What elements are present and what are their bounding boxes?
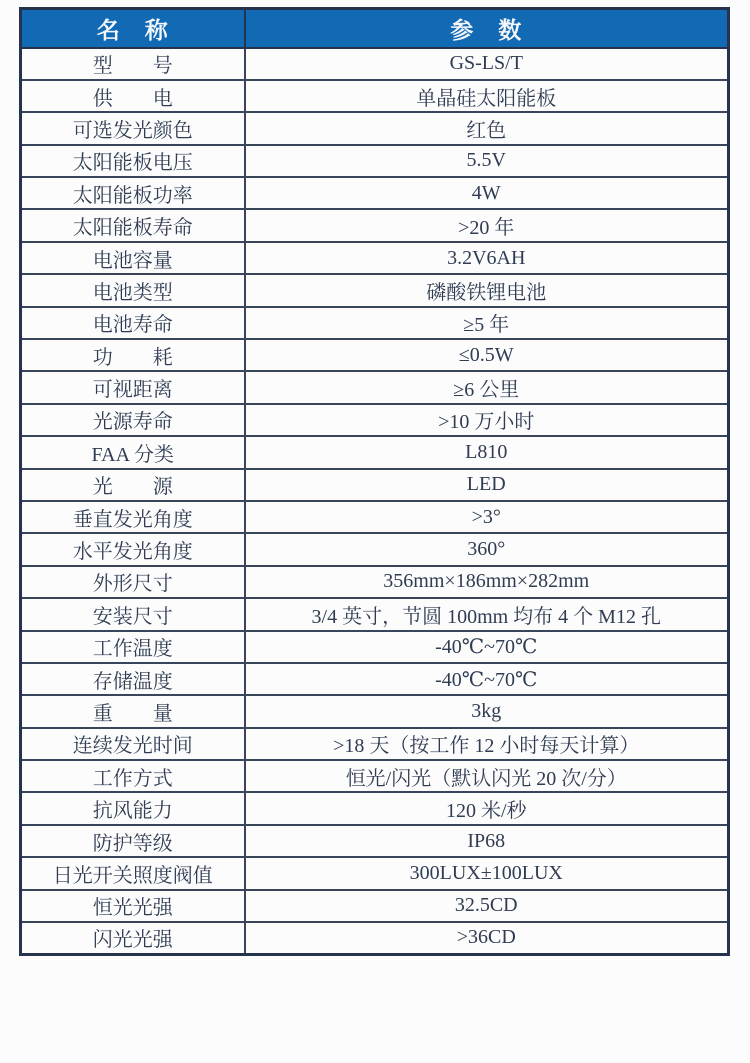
- table-row: [21, 112, 729, 144]
- table-row: [21, 566, 729, 598]
- spec-name-cell: 型 号: [21, 48, 245, 80]
- table-row: [21, 274, 729, 306]
- header-param-column: 参 数: [245, 9, 729, 48]
- spec-value-cell: >20 年: [245, 209, 729, 241]
- spec-value-cell: 300LUX±100LUX: [245, 857, 729, 889]
- spec-name-cell: 垂直发光角度: [21, 501, 245, 533]
- spec-name-cell: 太阳能板寿命: [21, 209, 245, 241]
- spec-name-cell: 太阳能板电压: [21, 145, 245, 177]
- spec-value-cell: 红色: [245, 112, 729, 144]
- spec-value-cell: >3°: [245, 501, 729, 533]
- spec-name-cell: 外形尺寸: [21, 566, 245, 598]
- table-row: [21, 598, 729, 630]
- table-row: [21, 728, 729, 760]
- spec-value-cell: 4W: [245, 177, 729, 209]
- spec-value-cell: ≤0.5W: [245, 339, 729, 371]
- spec-value-cell: 恒光/闪光（默认闪光 20 次/分）: [245, 760, 729, 792]
- spec-value-cell: 120 米/秒: [245, 792, 729, 824]
- table-row: [21, 760, 729, 792]
- spec-value-cell: >36CD: [245, 922, 729, 954]
- spec-name-cell: 恒光光强: [21, 890, 245, 922]
- spec-value-cell: 单晶硅太阳能板: [245, 80, 729, 112]
- spec-value-cell: ≥6 公里: [245, 371, 729, 403]
- spec-table: [19, 7, 730, 956]
- spec-name-cell: FAA 分类: [21, 436, 245, 468]
- spec-name-cell: 重 量: [21, 695, 245, 727]
- spec-value-cell: >10 万小时: [245, 404, 729, 436]
- table-row: [21, 209, 729, 241]
- spec-name-cell: 安装尺寸: [21, 598, 245, 630]
- table-row: [21, 436, 729, 468]
- table-row: [21, 792, 729, 824]
- spec-name-cell: 光 源: [21, 469, 245, 501]
- spec-name-cell: 存储温度: [21, 663, 245, 695]
- spec-name-cell: 电池寿命: [21, 307, 245, 339]
- table-row: [21, 177, 729, 209]
- spec-value-cell: 3.2V6AH: [245, 242, 729, 274]
- spec-name-cell: 供 电: [21, 80, 245, 112]
- table-row: [21, 857, 729, 889]
- spec-table-body: [21, 48, 729, 955]
- table-row: [21, 890, 729, 922]
- table-row: [21, 695, 729, 727]
- spec-value-cell: 356mm×186mm×282mm: [245, 566, 729, 598]
- spec-name-cell: 连续发光时间: [21, 728, 245, 760]
- spec-name-cell: 可选发光颜色: [21, 112, 245, 144]
- spec-name-cell: 可视距离: [21, 371, 245, 403]
- table-row: [21, 371, 729, 403]
- table-row: [21, 307, 729, 339]
- table-row: [21, 922, 729, 954]
- spec-name-cell: 工作温度: [21, 631, 245, 663]
- table-header-row: [21, 9, 729, 48]
- spec-value-cell: GS-LS/T: [245, 48, 729, 80]
- spec-name-cell: 电池类型: [21, 274, 245, 306]
- spec-value-cell: IP68: [245, 825, 729, 857]
- spec-name-cell: 太阳能板功率: [21, 177, 245, 209]
- spec-name-cell: 功 耗: [21, 339, 245, 371]
- spec-name-cell: 工作方式: [21, 760, 245, 792]
- spec-value-cell: 3/4 英寸，节圆 100mm 均布 4 个 M12 孔: [245, 598, 729, 630]
- spec-value-cell: -40℃~70℃: [245, 663, 729, 695]
- spec-value-cell: 5.5V: [245, 145, 729, 177]
- table-row: [21, 533, 729, 565]
- spec-value-cell: -40℃~70℃: [245, 631, 729, 663]
- spec-value-cell: 32.5CD: [245, 890, 729, 922]
- spec-name-cell: 电池容量: [21, 242, 245, 274]
- spec-name-cell: 防护等级: [21, 825, 245, 857]
- table-row: [21, 48, 729, 80]
- spec-name-cell: 水平发光角度: [21, 533, 245, 565]
- table-row: [21, 404, 729, 436]
- spec-value-cell: LED: [245, 469, 729, 501]
- table-row: [21, 242, 729, 274]
- table-row: [21, 80, 729, 112]
- spec-name-cell: 抗风能力: [21, 792, 245, 824]
- spec-name-cell: 光源寿命: [21, 404, 245, 436]
- spec-value-cell: 360°: [245, 533, 729, 565]
- spec-value-cell: 3kg: [245, 695, 729, 727]
- table-row: [21, 663, 729, 695]
- spec-name-cell: 日光开关照度阀值: [21, 857, 245, 889]
- spec-value-cell: L810: [245, 436, 729, 468]
- header-name-column: 名 称: [21, 9, 245, 48]
- table-row: [21, 825, 729, 857]
- spec-value-cell: ≥5 年: [245, 307, 729, 339]
- table-row: [21, 501, 729, 533]
- spec-value-cell: >18 天（按工作 12 小时每天计算）: [245, 728, 729, 760]
- spec-name-cell: 闪光光强: [21, 922, 245, 954]
- table-row: [21, 631, 729, 663]
- table-row: [21, 469, 729, 501]
- table-row: [21, 145, 729, 177]
- table-row: [21, 339, 729, 371]
- spec-value-cell: 磷酸铁锂电池: [245, 274, 729, 306]
